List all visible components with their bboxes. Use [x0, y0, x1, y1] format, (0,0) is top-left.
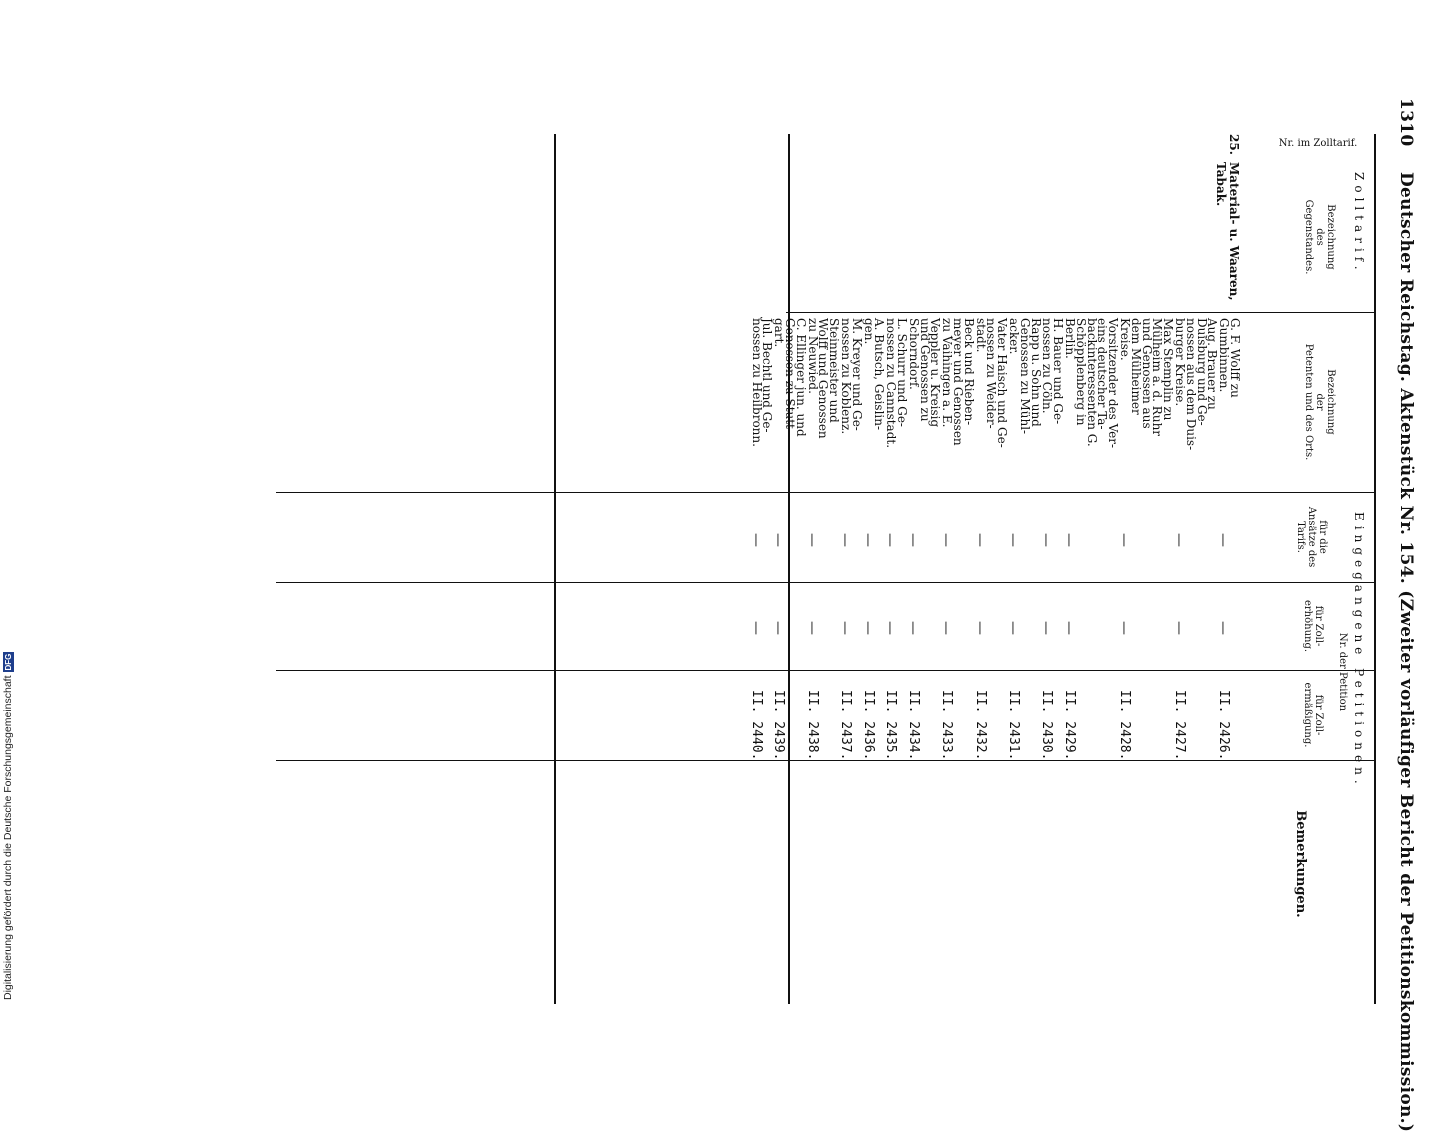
ansaetze-cell: — [904, 533, 921, 547]
table-top-rule [1374, 134, 1376, 1004]
erhoehung-cell: — [971, 621, 988, 635]
ermaessigung-cell: II. 2437. [838, 690, 854, 761]
ermaessigung-cell: II. 2431. [1006, 690, 1022, 761]
ansaetze-cell: — [859, 533, 876, 547]
petent-cell: Beck und Rieben- meyer und Genossen zu Vaihingen a. E. [940, 318, 976, 446]
ansaetze-cell: — [1038, 533, 1055, 547]
petent-cell: Vater Haisch und Ge- nossen zu Weider- stadt. [973, 318, 1010, 448]
petent-cell: Rapp u. Sohn und Genossen zu Mühl- acker. [1007, 318, 1043, 435]
page-header-title: Deutscher Reichstag. Aktenstück Nr. 154. (Zweiter vorläufiger Bericht der Petitionskommission.) [1396, 172, 1416, 1132]
col-divider-1 [786, 312, 1376, 313]
col-header-ermaessigung: für Zoll- ermäßigung. [1302, 682, 1324, 748]
table-row [1171, 318, 1220, 998]
erhoehung-cell: — [1215, 621, 1232, 635]
erhoehung-cell: — [859, 621, 876, 635]
ermaessigung-cell: II. 2433. [939, 690, 955, 761]
table-row [1116, 318, 1176, 998]
ermaessigung-cell: II. 2434. [905, 690, 921, 761]
page-number: 1310 [1396, 98, 1416, 147]
petent-cell: A. Butsch, Geislin- gen. [861, 318, 887, 431]
erhoehung-cell: — [1061, 621, 1078, 635]
ermaessigung-cell: II. 2427. [1172, 690, 1188, 761]
ermaessigung-cell: II. 2430. [1039, 690, 1055, 761]
col-header-eingegangene: Eingegangene Petitionen. [1352, 512, 1366, 789]
table-row [882, 318, 910, 998]
ansaetze-cell: — [770, 533, 787, 547]
table-row [1061, 318, 1121, 998]
petent-cell: G. F. Wolff zu Gumbinnen. [1217, 318, 1242, 398]
petent-cell: C. Ellinger jun. und Genossen zu Stutt- gart. [772, 318, 808, 437]
digitization-notice: Digitalisierung gefördert durch die Deutsche ForschungsgemeinschaftDFG [2, 653, 14, 1000]
petent-cell: Max Stemplin zu Mülheim a. d. Ruhr und Genossen aus dem Mülheimer Kreise. [1118, 318, 1176, 437]
erhoehung-cell: — [1005, 621, 1022, 635]
table-row [837, 318, 864, 998]
col-header-bemerkungen: Bemerkungen. [1293, 810, 1308, 918]
table-row [971, 318, 1010, 998]
petent-cell: M. Kreyer und Ge- nossen zu Koblenz. [839, 318, 864, 435]
ansaetze-cell: — [747, 533, 764, 547]
petent-cell: Veppler u. Kreisig und Genossen zu Schorndorf. [906, 318, 943, 428]
erhoehung-cell: — [1038, 621, 1055, 635]
table-row [1005, 318, 1043, 998]
erhoehung-cell: — [1171, 621, 1188, 635]
petent-cell: L. Schurr und Ge- nossen zu Cannstadt. [884, 318, 910, 449]
ermaessigung-cell: II. 2426. [1216, 690, 1232, 761]
petent-cell: Jul. Bechtl und Ge- nossen zu Heilbronn. [749, 318, 775, 447]
table-row [803, 318, 842, 998]
ansaetze-cell: — [1005, 533, 1022, 547]
petent-cell: Vorsitzender des Ver- eins deutscher Ta- backinteressenten G. Schöpplenberg in Berlin. [1063, 318, 1121, 449]
ansaetze-cell: — [938, 533, 955, 547]
table-row [1038, 318, 1066, 998]
ansaetze-cell: — [1215, 533, 1232, 547]
ermaessigung-cell: II. 2440. [748, 690, 764, 761]
col-header-bezeichnung-gegenstandes: Bezeichnung des Gegenstandes. [1303, 199, 1336, 275]
ansaetze-cell: — [882, 533, 899, 547]
erhoehung-cell: — [1116, 621, 1133, 635]
ermaessigung-cell: II. 2436. [860, 690, 876, 761]
col-header-erhoehung: für Zoll- erhöhung. [1302, 599, 1324, 653]
ermaessigung-cell: II. 2438. [804, 690, 820, 761]
ansaetze-cell: — [971, 533, 988, 547]
erhoehung-cell: — [882, 621, 899, 635]
table-row [859, 318, 887, 998]
ermaessigung-cell: II. 2429. [1062, 690, 1078, 761]
petent-cell: H. Bauer und Ge- nossen zu Cöln. [1040, 318, 1066, 425]
erhoehung-cell: — [803, 621, 820, 635]
table-row [1215, 318, 1242, 998]
ermaessigung-cell: II. 2432. [972, 690, 988, 761]
table-row [904, 318, 943, 998]
ermaessigung-cell: II. 2435. [883, 690, 899, 761]
col-header-bezeichnung-petenten: Bezeichnung der Petenten und des Orts. [1303, 343, 1336, 461]
ermaessigung-cell: II. 2439. [771, 690, 787, 761]
table-row [938, 318, 976, 998]
item-nr: 25. [1227, 134, 1241, 155]
col-header-zolltarif: Zolltarif. [1352, 172, 1366, 275]
erhoehung-cell: — [770, 621, 787, 635]
col-header-nr-zolltarif: Nr. im Zolltarif. [1278, 138, 1358, 149]
ansaetze-cell: — [1171, 533, 1188, 547]
erhoehung-cell: — [837, 621, 854, 635]
erhoehung-cell: — [904, 621, 921, 635]
dfg-logo: DFG [4, 653, 13, 671]
ansaetze-cell: — [1061, 533, 1078, 547]
item-name: Material- u. Waaren, Tabak. [1214, 162, 1241, 301]
ansaetze-cell: — [837, 533, 854, 547]
table-bottom-rule [554, 134, 556, 1004]
erhoehung-cell: — [747, 621, 764, 635]
col-header-ansaetze: für die Ansätze des Tarifs. [1295, 506, 1328, 568]
rotated-page [116, 92, 1416, 1132]
table-row [770, 318, 808, 998]
ansaetze-cell: — [803, 533, 820, 547]
table-row [747, 318, 775, 998]
ansaetze-cell: — [1116, 533, 1133, 547]
petition-rows [747, 318, 1242, 998]
petent-cell: Steinmeister und Wolff und Genossen zu Neuwied. [805, 318, 842, 439]
petent-cell: Aug. Brauer zu Duisburg und Ge- nossen aus dem Duis- burger Kreise. [1173, 318, 1220, 451]
ermaessigung-cell: II. 2428. [1117, 690, 1133, 761]
col-header-nr-petition: Nr. der Petition [1337, 632, 1348, 712]
erhoehung-cell: — [938, 621, 955, 635]
